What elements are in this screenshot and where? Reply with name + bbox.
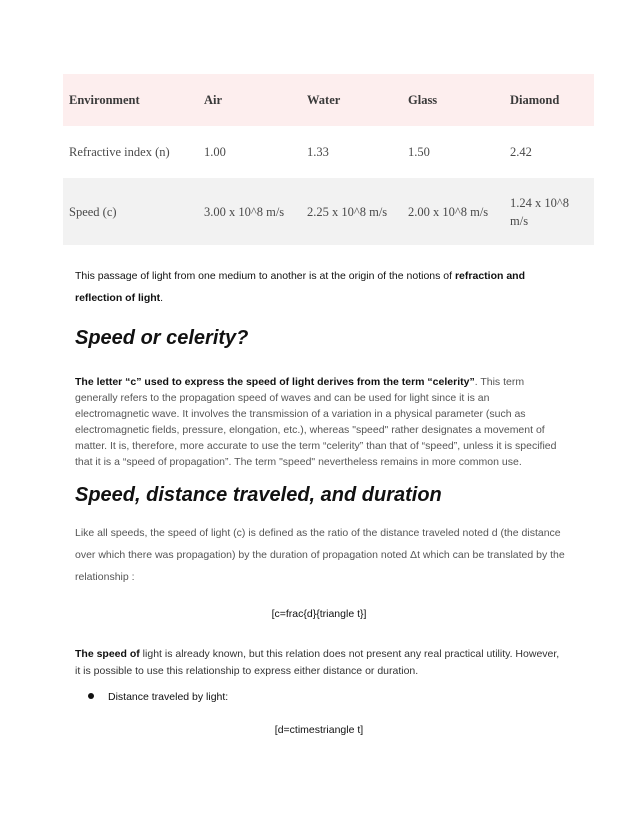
header-cell: Air bbox=[198, 74, 301, 126]
section2-paragraph-2 bbox=[75, 646, 565, 680]
table-header-row bbox=[63, 74, 594, 126]
header-cell: Glass bbox=[402, 74, 504, 126]
section2-paragraph: Like all speeds, the speed of light (c) is defined as the ratio of the distance traveled noted d (the distance over which there was propagation) by the duration of propagation noted Δt which can be translated by the relationship : bbox=[75, 527, 565, 583]
section-heading: Speed or celerity? bbox=[75, 327, 249, 349]
table-cell: Speed (c) bbox=[63, 178, 198, 245]
section1-paragraph bbox=[75, 374, 565, 470]
table-row bbox=[63, 126, 594, 178]
intro-bold: refraction and reflection of light bbox=[75, 270, 525, 304]
intro-text: This passage of light from one medium to another is at the origin of the notions of bbox=[75, 270, 455, 282]
table-cell: Refractive index (n) bbox=[63, 126, 198, 178]
section2-body2: light is already known, but this relation does not present any real practical utility. However, it is possible to use this relationship to express either distance or duration. bbox=[75, 648, 560, 677]
table-row bbox=[63, 178, 594, 245]
formula-distance: [d=ctimestriangle t] bbox=[274, 724, 364, 736]
bullet-text: Distance traveled by light: bbox=[108, 691, 229, 703]
bullet-icon bbox=[88, 693, 94, 699]
intro-end: . bbox=[160, 292, 164, 304]
table-cell: 3.00 x 10^8 m/s bbox=[198, 178, 301, 245]
table-cell: 2.25 x 10^8 m/s bbox=[301, 178, 402, 245]
formula-speed: [c=frac{d}{triangle t}] bbox=[271, 608, 367, 620]
intro-paragraph bbox=[75, 265, 565, 309]
section2-bold-lead: The speed of bbox=[75, 648, 140, 660]
table-cell: 2.00 x 10^8 m/s bbox=[402, 178, 504, 245]
header-cell: Environment bbox=[63, 74, 198, 126]
table-cell: 2.42 bbox=[504, 126, 594, 178]
list-item bbox=[88, 691, 228, 703]
header-cell: Water bbox=[301, 74, 402, 126]
header-cell: Diamond bbox=[504, 74, 594, 126]
refractive-index-table bbox=[63, 74, 594, 245]
table-cell: 1.00 bbox=[198, 126, 301, 178]
section1-bold-lead: The letter “c” used to express the speed of light derives from the term “celerity” bbox=[75, 376, 475, 388]
section-heading: Speed, distance traveled, and duration bbox=[75, 484, 442, 506]
table-cell: 1.50 bbox=[402, 126, 504, 178]
table-cell: 1.33 bbox=[301, 126, 402, 178]
table-cell: 1.24 x 10^8 m/s bbox=[504, 178, 594, 245]
section1-body: . This term generally refers to the propagation speed of waves and can be used for light since it is an electromagnetic wave. It involves the transmission of a variation in a physical parameter (such as electromagnetic fields, pressure, elongation, etc.), whereas "speed" rather designates a movement of matter. It is, therefore, more accurate to use the term “celerity” than that of “speed”, unless it is specified that it is a “speed of propagation”. The term "speed" nevertheless remains in more common use. bbox=[75, 376, 557, 468]
